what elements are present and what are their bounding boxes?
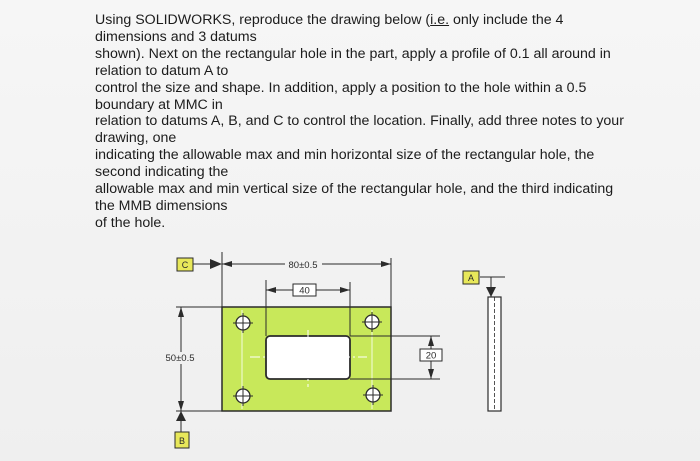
datum-b-triangle-icon — [176, 411, 186, 421]
width-arrow-left-icon — [222, 261, 232, 267]
instruction-line-8: drawing, one — [95, 130, 177, 147]
dim-width-label: 80±0.5 — [288, 260, 318, 271]
datum-a-triangle-icon — [486, 287, 496, 297]
instruction-line-5: control the size and shape. In addition, apply a position to the hole within a 0.5 — [95, 79, 587, 96]
hole-height-arrow-bottom-icon — [428, 369, 434, 379]
datum-b-label: B — [178, 436, 186, 446]
dim-height-label: 50±0.5 — [165, 353, 195, 364]
instruction-line-6: boundary at MMC in — [95, 96, 223, 113]
instruction-line-1: Using SOLIDWORKS, reproduce the drawing below (i.e. only include the 4 — [95, 12, 564, 28]
width-arrow-right-icon — [381, 261, 391, 267]
datum-a-label: A — [467, 273, 475, 283]
ie-underlined: i.e. — [430, 12, 450, 28]
height-arrow-bottom-icon — [178, 401, 184, 411]
instruction-line-7: relation to datums A, B, and C to control the location. Finally, add three notes to your — [95, 113, 624, 130]
hole-width-arrow-right-icon — [340, 287, 350, 293]
instruction-line-12: the MMB dimensions — [95, 197, 228, 214]
instruction-line-11: allowable max and min vertical size of the rectangular hole, and the third indicating — [95, 181, 614, 198]
instruction-line-13: of the hole. — [95, 214, 166, 231]
hole-height-arrow-top-icon — [428, 336, 434, 346]
dim-hole-height-label: 20 — [425, 350, 437, 362]
dim-hole-width-label: 40 — [299, 285, 310, 297]
instruction-line-2: dimensions and 3 datums — [95, 28, 257, 45]
datum-c-triangle-icon — [210, 259, 222, 269]
instruction-line-9: indicating the allowable max and min horizontal size of the rectangular hole, the — [95, 147, 595, 164]
instruction-line-3: shown). Next on the rectangular hole in the part, apply a profile of 0.1 all around in — [95, 45, 611, 62]
instruction-line-4: relation to datum A to — [95, 62, 229, 79]
height-arrow-top-icon — [178, 307, 184, 317]
hole-width-arrow-left-icon — [266, 287, 276, 293]
instruction-line-10: second indicating the — [95, 164, 229, 181]
datum-c-label: C — [181, 260, 189, 270]
